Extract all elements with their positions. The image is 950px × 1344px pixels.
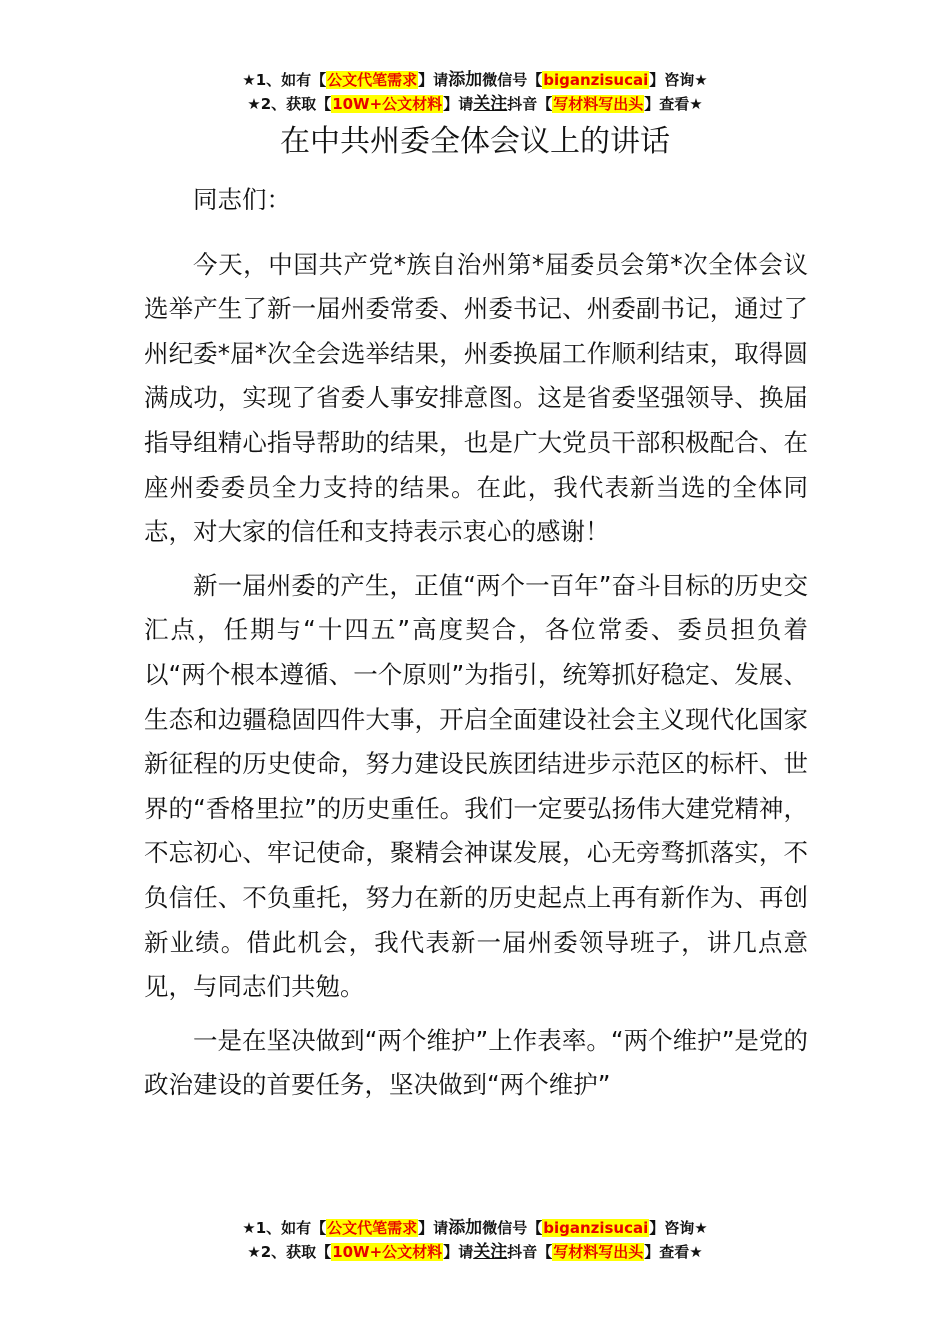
notice-text: 微信号【 (482, 71, 543, 89)
highlight-wechat-id: biganzisucai (543, 71, 649, 89)
paragraph-1: 今天，中国共产党*族自治州第*届委员会第*次全体会议选举产生了新一届州委常委、州委书记、州委副书记，通过了州纪委*届*次全会选举结果，州委换届工作顺利结束，取得圆满成功，实现了省委人事安排意图。这是省委坚强领导、换届指导组精心指导帮助的结果，也是广大党员干部积极配合、在座州委委员全力支持的结果。在此，我代表新当选的全体同志，对大家的信任和支持表示衷心的感谢！ (144, 249, 808, 547)
notice-text: ★2、获取【 (247, 1243, 332, 1261)
notice-text: 】咨询★ (649, 71, 708, 89)
highlight-service: 公文代笔需求 (327, 71, 418, 89)
header-notice-line-1 (0, 68, 950, 92)
paragraph-3: 一是在坚决做到“两个维护”上作表率。“两个维护”是党的政治建设的首要任务，坚决做到“两个维护” (144, 1025, 808, 1100)
highlight-materials: 10W+公文材料 (332, 95, 443, 113)
salutation: 同志们： (193, 185, 291, 214)
notice-text: 】查看★ (644, 95, 703, 113)
footer-notice-line-1 (0, 1216, 950, 1240)
highlight-service: 公文代笔需求 (327, 1219, 418, 1237)
paragraph-2: 新一届州委的产生，正值“两个一百年”奋斗目标的历史交汇点，任期与“十四五”高度契合，各位常委、委员担负着以“两个根本遵循、一个原则”为指引，统筹抓好稳定、发展、生态和边疆稳固四件大事，开启全面建设社会主义现代化国家新征程的历史使命，努力建设民族团结进步示范区的标杆、世界的“香格里拉”的历史重任。我们一定要弘扬伟大建党精神，不忘初心、牢记使命，聚精会神谋发展，心无旁骛抓落实，不负信任、不负重托，努力在新的历史起点上再有新作为、再创新业绩。借此机会，我代表新一届州委领导班子，讲几点意见，与同志们共勉。 (144, 570, 808, 1002)
notice-text: 微信号【 (482, 1219, 543, 1237)
notice-emphasis: 添加 (448, 1218, 483, 1238)
notice-text: 】请 (418, 1219, 449, 1237)
notice-emphasis: 关注 (473, 94, 508, 114)
notice-text: 】请 (443, 95, 474, 113)
notice-emphasis: 关注 (473, 1242, 508, 1262)
notice-text: ★2、获取【 (247, 95, 332, 113)
footer-notice (0, 1216, 950, 1264)
document-title: 在中共州委全体会议上的讲话 (280, 124, 670, 159)
footer-notice-line-2 (0, 1240, 950, 1264)
notice-text: 】咨询★ (649, 1219, 708, 1237)
header-notice-line-2 (0, 92, 950, 116)
highlight-douyin-account: 写材料写出头 (553, 95, 644, 113)
notice-text: 】查看★ (644, 1243, 703, 1261)
notice-text: ★1、如有【 (242, 1219, 327, 1237)
notice-text: 】请 (418, 71, 449, 89)
notice-text: 抖音【 (507, 95, 553, 113)
notice-text: ★1、如有【 (242, 71, 327, 89)
highlight-wechat-id: biganzisucai (543, 1219, 649, 1237)
document-body (144, 178, 808, 1117)
notice-emphasis: 添加 (448, 70, 483, 90)
highlight-materials: 10W+公文材料 (332, 1243, 443, 1261)
notice-text: 抖音【 (507, 1243, 553, 1261)
notice-text: 】请 (443, 1243, 474, 1261)
header-notice (0, 68, 950, 116)
highlight-douyin-account: 写材料写出头 (553, 1243, 644, 1261)
